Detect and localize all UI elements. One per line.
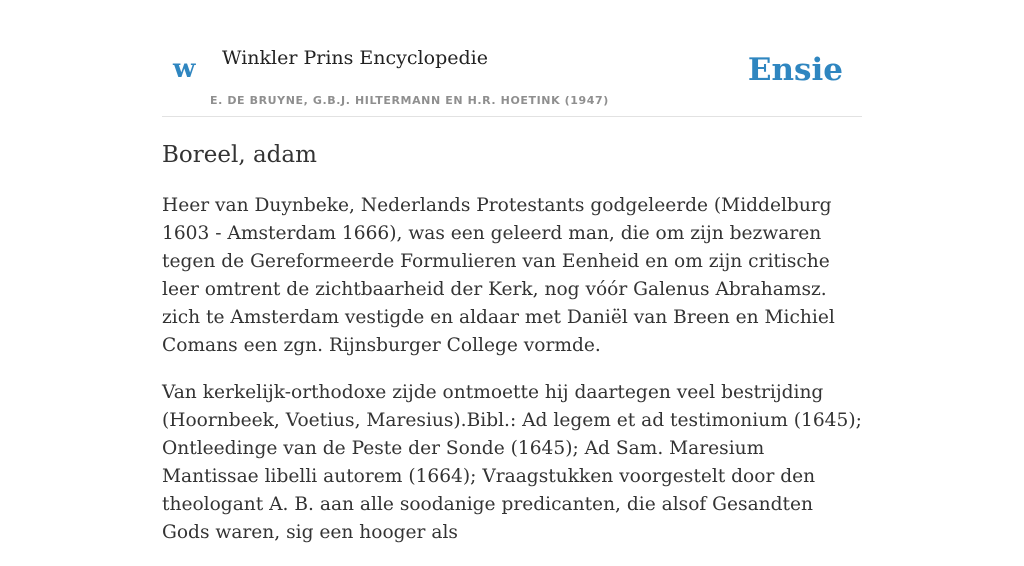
article-paragraph: Van kerkelijk-orthodoxe zijde ontmoette hij daartegen veel bestrijding (Hoornbeek, Voetius, Maresius).Bibl.: Ad legem et ad testimonium (1645); Ontleedinge van de Peste der Sonde (1645); Ad Sam. Maresium Mantissae libelli autorem (1664); Vraagstukken voorgestelt door den theologant A. B. aan alle soodanige predicanten, die alsof Gesandten Gods waren, sig een hooger als <box>162 382 862 543</box>
entry-title: Boreel, adam <box>162 142 317 168</box>
encyclopedia-title[interactable]: Winkler Prins Encyclopedie <box>222 47 488 69</box>
article-paragraph: Heer van Duynbeke, Nederlands Protestants godgeleerde (Middelburg 1603 - Amsterdam 1666), was een geleerd man, die om zijn bezwaren tegen de Gereformeerde Formulieren van Eenheid en om zijn critische leer omtrent de zichtbaarheid der Kerk, nog vóór Galenus Abrahamsz. zich te Amsterdam vestigde en aldaar met Daniël van Breen en Michiel Comans een zgn. Rijnsburger College vormde. <box>162 195 835 356</box>
winkler-prins-logo-icon[interactable]: w <box>173 54 196 84</box>
encyclopedia-authors: E. DE BRUYNE, G.B.J. HILTERMANN EN H.R. HOETINK (1947) <box>210 94 609 107</box>
article-body <box>162 192 862 566</box>
site-header <box>162 0 862 117</box>
ensie-brand-logo[interactable]: Ensie <box>747 52 843 88</box>
